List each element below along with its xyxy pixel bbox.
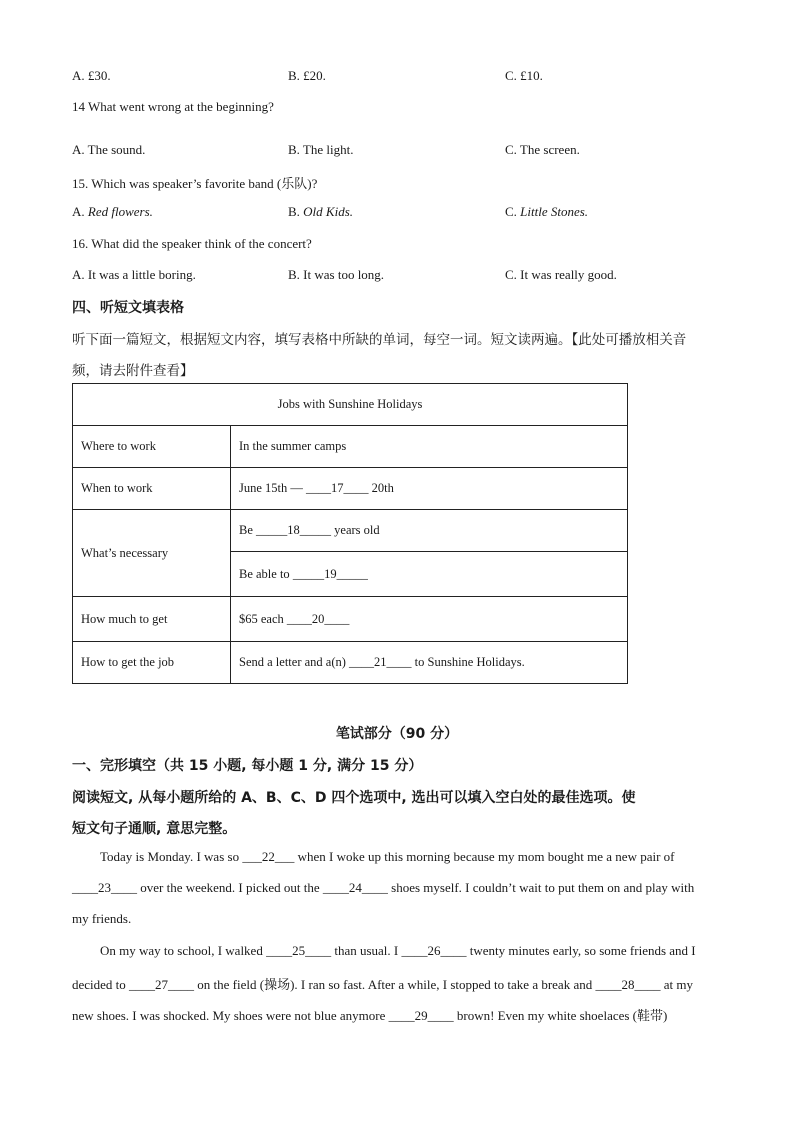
row-label: How to get the job bbox=[73, 642, 231, 684]
row-value bbox=[231, 468, 628, 510]
passage-line bbox=[72, 880, 724, 896]
q15-question: 15. Which was speaker’s favorite band (乐队)? bbox=[72, 176, 318, 191]
table-row bbox=[73, 642, 628, 684]
cloze-heading: 一、完形填空（共 15 小题, 每小题 1 分, 满分 15 分） bbox=[72, 758, 423, 774]
blank-22[interactable]: ___22___ bbox=[242, 849, 295, 864]
row-label: When to work bbox=[73, 468, 231, 510]
q15-option-a bbox=[72, 204, 153, 220]
passage-text: brown! Even my white shoelaces (鞋带) bbox=[453, 1008, 668, 1023]
row-value bbox=[231, 510, 628, 552]
q14-option-b: B. The light. bbox=[288, 142, 354, 157]
blank-18[interactable]: _____18_____ bbox=[256, 523, 332, 537]
passage-text: on the field (操场). I ran so fast. After a while, I stopped to take a break and bbox=[194, 977, 596, 992]
passage-line bbox=[72, 943, 752, 959]
q13-option-c: C. £10. bbox=[505, 68, 543, 83]
q15-c-text: Little Stones. bbox=[520, 204, 589, 219]
passage-text: over the weekend. I picked out the bbox=[137, 880, 323, 895]
q15-option-c bbox=[505, 204, 588, 220]
section4-instruction-line1: 听下面一篇短文，根据短文内容，填写表格中所缺的单词，每空一词。短文读两遍。【此处可播放相关音 bbox=[72, 332, 687, 348]
q14-question: 14 What went wrong at the beginning? bbox=[72, 99, 274, 114]
blank-17[interactable]: ____17____ bbox=[306, 481, 369, 495]
section4-instruction-line2: 频，请去附件查看】 bbox=[72, 363, 194, 379]
q13-option-b: B. £20. bbox=[288, 68, 326, 83]
row-label: Where to work bbox=[73, 426, 231, 468]
table-title: Jobs with Sunshine Holidays bbox=[73, 384, 628, 426]
passage-line bbox=[72, 1005, 724, 1024]
q15-c-prefix: C. bbox=[505, 204, 521, 219]
q15-option-b bbox=[288, 204, 353, 220]
row-value bbox=[231, 642, 628, 684]
blank-21[interactable]: ____21____ bbox=[349, 655, 412, 669]
passage-text: decided to bbox=[72, 977, 130, 992]
section4-heading: 四、听短文填表格 bbox=[72, 300, 184, 316]
value-post: years old bbox=[331, 523, 380, 537]
passage-text: Today is Monday. I was so bbox=[100, 849, 243, 864]
passage-text: new shoes. I was shocked. My shoes were not blue anymore bbox=[72, 1008, 389, 1023]
passage-line bbox=[72, 974, 724, 993]
passage-line bbox=[72, 911, 724, 927]
blank-19[interactable]: _____19_____ bbox=[292, 566, 368, 581]
blank-27[interactable]: ____27____ bbox=[129, 977, 195, 992]
jobs-table bbox=[72, 383, 628, 684]
row-label: How much to get bbox=[73, 597, 231, 642]
blank-28[interactable]: ____28____ bbox=[595, 977, 661, 992]
table-row bbox=[73, 468, 628, 510]
table-row bbox=[73, 426, 628, 468]
q16-question: 16. What did the speaker think of the concert? bbox=[72, 236, 312, 251]
passage-text: my friends. bbox=[72, 911, 132, 926]
q15-a-text: Red flowers. bbox=[87, 204, 153, 219]
q15-a-prefix: A. bbox=[72, 204, 88, 219]
q13-option-a: A. £30. bbox=[72, 68, 111, 83]
value-pre: Send a letter and a(n) bbox=[239, 655, 350, 669]
q16-option-b: B. It was too long. bbox=[288, 267, 385, 282]
passage-text: twenty minutes early, so some friends and I bbox=[466, 943, 696, 958]
q16-option-c: C. It was really good. bbox=[505, 267, 617, 282]
blank-26[interactable]: ____26____ bbox=[401, 943, 467, 958]
passage-text: shoes myself. I couldn’t wait to put them on and play with bbox=[387, 880, 695, 895]
blank-23[interactable]: ____23____ bbox=[72, 880, 137, 895]
row-value bbox=[231, 552, 628, 597]
q14-option-c: C. The screen. bbox=[505, 142, 580, 157]
blank-29[interactable]: ____29____ bbox=[388, 1008, 454, 1023]
passage-line bbox=[72, 849, 752, 865]
q15-b-text: Old Kids. bbox=[303, 204, 354, 219]
value-pre: June 15th — bbox=[239, 481, 307, 495]
value-pre: Be able to bbox=[239, 566, 293, 581]
cloze-instruction-line2: 短文句子通顺, 意思完整。 bbox=[72, 821, 237, 837]
value-pre: Be bbox=[239, 523, 257, 537]
q14-option-a: A. The sound. bbox=[72, 142, 146, 157]
value-pre: $65 each bbox=[239, 611, 287, 626]
cloze-instruction-line1: 阅读短文, 从每小题所给的 A、B、C、D 四个选项中, 选出可以填入空白处的最佳选项。使 bbox=[72, 790, 636, 806]
q15-b-prefix: B. bbox=[288, 204, 304, 219]
passage-text: at my bbox=[660, 977, 693, 992]
table-row bbox=[73, 597, 628, 642]
q16-option-a: A. It was a little boring. bbox=[72, 267, 196, 282]
row-value bbox=[231, 597, 628, 642]
table-row bbox=[73, 510, 628, 552]
written-part-title: 笔试部分（90 分） bbox=[335, 726, 459, 742]
blank-24[interactable]: ____24____ bbox=[322, 880, 388, 895]
passage-text: On my way to school, I walked bbox=[100, 943, 267, 958]
blank-25[interactable]: ____25____ bbox=[266, 943, 332, 958]
value-post: 20th bbox=[368, 481, 394, 495]
value-post: to Sunshine Holidays. bbox=[411, 655, 525, 669]
passage-text: than usual. I bbox=[331, 943, 402, 958]
row-label: What’s necessary bbox=[73, 510, 231, 597]
row-value: In the summer camps bbox=[231, 426, 628, 468]
blank-20[interactable]: ____20____ bbox=[286, 611, 350, 626]
passage-text: when I woke up this morning because my mom bought me a new pair of bbox=[294, 849, 675, 864]
